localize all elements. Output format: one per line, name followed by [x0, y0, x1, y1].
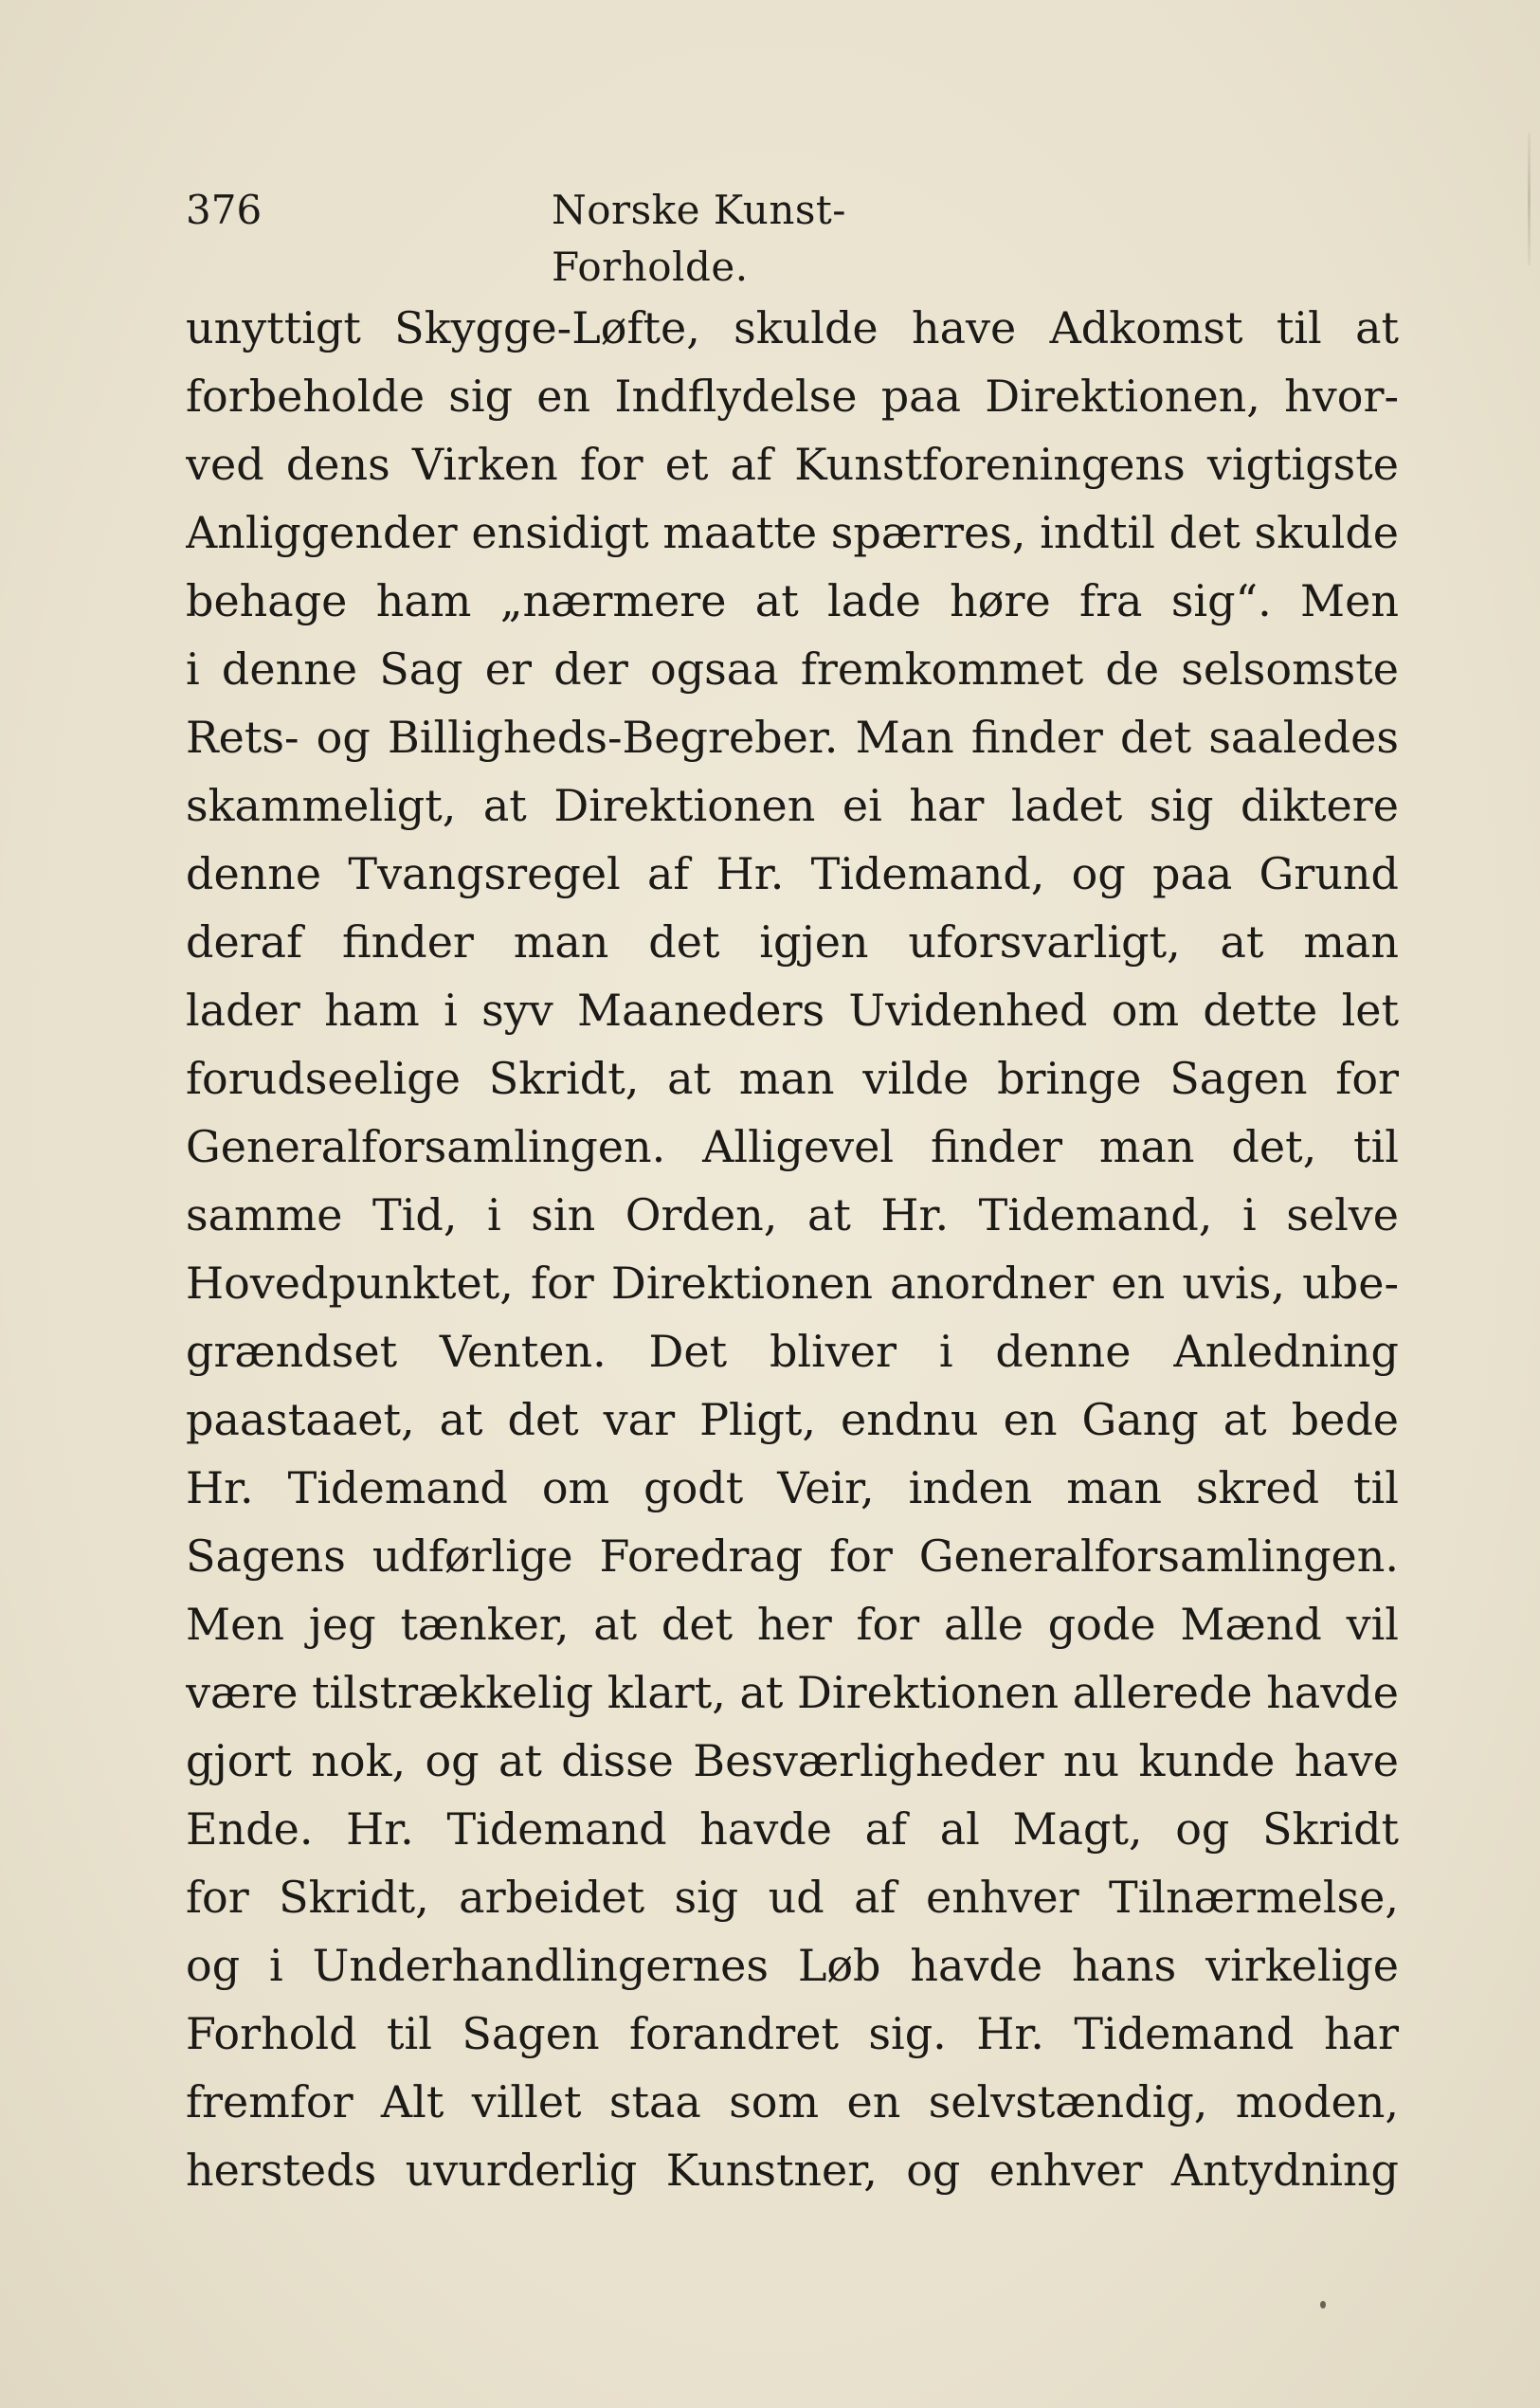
- text-line: fremfor Alt villet staa som en selvstændig, moden,: [186, 2076, 1399, 2127]
- text-line: forudseelige Skridt, at man vilde bringe Sagen for: [186, 1053, 1399, 1104]
- text-line: og i Underhandlingernes Løb havde hans virkelige: [186, 1940, 1399, 1991]
- text-line: Anliggender ensidigt maatte spærres, indtil det skulde: [186, 507, 1399, 558]
- text-line: unyttigt Skygge-Løfte, skulde have Adkomst til at: [186, 302, 1399, 353]
- text-line: deraf finder man det igjen uforsvarligt, at man: [186, 916, 1399, 968]
- body-text: [186, 294, 1399, 2204]
- text-line: Ende. Hr. Tidemand havde af al Magt, og Skridt: [186, 1803, 1399, 1855]
- text-line: gjort nok, og at disse Besværligheder nu kunde have: [186, 1735, 1399, 1786]
- text-line: Forhold til Sagen forandret sig. Hr. Tidemand har: [186, 2008, 1399, 2059]
- text-line: Hr. Tidemand om godt Veir, inden man skred til: [186, 1462, 1399, 1513]
- text-line: Men jeg tænker, at det her for alle gode Mænd vil: [186, 1599, 1399, 1650]
- text-line: Sagens udførlige Foredrag for Generalforsamlingen.: [186, 1530, 1399, 1582]
- text-line: denne Tvangsregel af Hr. Tidemand, og paa Grund: [186, 848, 1399, 899]
- text-line: grændset Venten. Det bliver i denne Anledning: [186, 1326, 1399, 1377]
- text-line: Rets- og Billigheds-Begreber. Man finder det saaledes: [186, 712, 1399, 763]
- text-line: lader ham i syv Maaneders Uvidenhed om dette let: [186, 985, 1399, 1036]
- text-line: Generalforsamlingen. Alligevel finder man det, til: [186, 1121, 1399, 1172]
- text-line: i denne Sag er der ogsaa fremkommet de selsomste: [186, 643, 1399, 695]
- text-line: behage ham „nærmere at lade høre fra sig“. Men: [186, 575, 1399, 626]
- text-line: paastaaet, at det var Pligt, endnu en Gang at bede: [186, 1394, 1399, 1445]
- text-line: samme Tid, i sin Orden, at Hr. Tidemand, i selve: [186, 1189, 1399, 1240]
- text-line: være tilstrækkelig klart, at Direktionen allerede havde: [186, 1667, 1399, 1718]
- text-line: ved dens Virken for et af Kunstforeningens vigtigste: [186, 439, 1399, 490]
- page-edge-shadow: [1528, 133, 1531, 265]
- running-title: Norske Kunst-Forholde.: [552, 187, 846, 290]
- text-line: skammeligt, at Direktionen ei har ladet sig diktere: [186, 780, 1399, 831]
- running-head: [186, 182, 1016, 290]
- text-line: for Skridt, arbeidet sig ud af enhver Tilnærmelse,: [186, 1872, 1399, 1923]
- text-line: forbeholde sig en Indflydelse paa Direktionen, hvor-: [186, 371, 1399, 422]
- text-line: hersteds uvurderlig Kunstner, og enhver Antydning: [186, 2145, 1399, 2196]
- ink-speck: [1320, 2301, 1326, 2308]
- page-number: 376: [186, 187, 263, 233]
- text-line: Hovedpunktet, for Direktionen anordner en uvis, ube-: [186, 1258, 1399, 1309]
